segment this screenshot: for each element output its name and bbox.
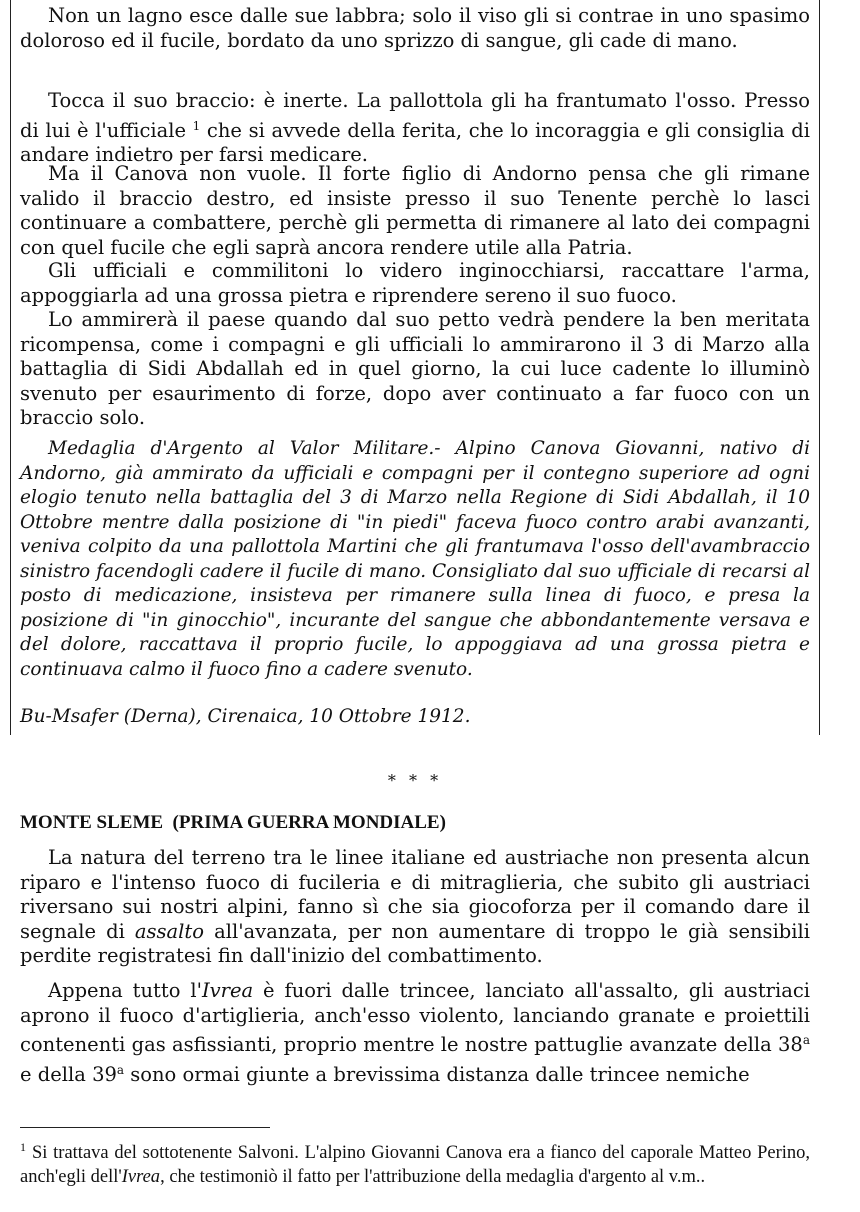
footnote-marker: 1 bbox=[20, 1140, 26, 1154]
citation-place-date: Bu-Msafer (Derna), Cirenaica, 10 Ottobre 1912. bbox=[20, 706, 471, 727]
medal-citation: Medaglia d'Argento al Valor Militare.- Alpino Canova Giovanni, nativo di Andorno, già ammirato da ufficiali e compagni per il contegno superiore ad ogni elogio tenuto nella battaglia del 3 di Marzo nella Regione di Sidi Abdallah, il 10 Ottobre mentre dalla posizione di "in piedi" faceva fuoco contro arabi avanzanti, veniva colpito da una pallottola Martini che gli frantumava l'osso dell'avambraccio sinistro facendogli cadere il fucile di mano. Consigliato dal suo ufficiale di recarsi al posto di medicazione, insisteva per rimanere sulla linea di fuoco, e presa la posizione di "in ginocchio", incurante del sangue che abbondantemente versava e del dolore, raccattava il proprio fucile, lo appoggiava ad una grossa pietra e continuava calmo il fuoco fino a cadere svenuto. bbox=[20, 438, 810, 680]
paragraph-terrain-text-a: La natura del terreno tra le linee italiane ed austriache non presenta alcun riparo e l'intenso fuoco di fucileria e di mitraglieria, che subito gli austriaci riversano sui nostri alpini, fanno sì che sia giocoforza per il comando dare il segnale di bbox=[20, 846, 810, 943]
footnote-text-a: Si trattava del sottotenente Salvoni. L'alpino Giovanni Canova era a fianco del caporale Matteo Perino, anch'egli dell' bbox=[20, 1143, 810, 1187]
footnote-divider bbox=[20, 1127, 270, 1128]
paragraph-kneeling: Gli ufficiali e commilitoni lo videro inginocchiarsi, raccattare l'arma, appoggiarla ad una grossa pietra e riprendere sereno il suo fuoco. bbox=[20, 259, 810, 307]
ordinal-38-suffix: a bbox=[802, 1033, 810, 1047]
footnote-text-b: , che testimoniò il fatto per l'attribuzione della medaglia d'argento al v.m.. bbox=[160, 1167, 706, 1187]
paragraph-terrain bbox=[20, 846, 810, 969]
paragraph-assault-text-c: e della bbox=[20, 1062, 93, 1086]
section-heading: MONTE SLEME (PRIMA GUERRA MONDIALE) bbox=[20, 812, 446, 833]
paragraph-arm-inert bbox=[20, 89, 810, 168]
paragraph-arm-inert-text-a: Tocca il suo braccio: è inerte. La pallottola gli ha frantumato l'osso. Presso di lui è l'ufficiale bbox=[20, 89, 810, 142]
footnote-emphasis: Ivrea bbox=[121, 1167, 161, 1187]
ordinal-38: 38 bbox=[778, 1033, 803, 1056]
paragraph-terrain-emphasis: assalto bbox=[134, 919, 204, 943]
paragraph-assault-text-a: Appena tutto l' bbox=[48, 979, 202, 1002]
paragraph-assault-text-d: sono ormai giunte a brevissima distanza dalle trincee nemiche bbox=[124, 1062, 750, 1086]
paragraph-assault-emphasis: Ivrea bbox=[201, 979, 254, 1002]
paragraph-assault bbox=[20, 979, 810, 1087]
ordinal-39: 39 bbox=[92, 1062, 117, 1086]
paragraph-terrain-text-b: all'avanzata, per non aumentare di troppo le già sensibili perdite registratesi fin dall'inizio del combattimento. bbox=[20, 919, 810, 967]
footnote bbox=[20, 1135, 810, 1189]
section-separator: * * * bbox=[387, 771, 443, 790]
paragraph-canova-refuses: Ma il Canova non vuole. Il forte figlio di Andorno pensa che gli rimane valido il braccio destro, ed insiste presso il suo Tenente perchè lo lasci continuare a combattere, perchè gli permetta di rimanere al lato dei compagni con quel fucile che egli saprà ancora rendere utile alla Patria. bbox=[20, 162, 810, 259]
paragraph-recognition: Lo ammirerà il paese quando dal suo petto vedrà pendere la ben meritata ricompensa, come i compagni e gli ufficiali lo ammirarono il 3 di Marzo alla battaglia di Sidi Abdallah ed in quel giorno, la cui luce cadente lo illuminò svenuto per esaurimento di forze, dopo aver continuato a far fuoco con un braccio solo. bbox=[20, 308, 810, 429]
paragraph-assault-text-b: è fuori dalle trincee, lanciato all'assalto, gli austriaci aprono il fuoco d'artiglieria, anch'esso violento, lanciando granate e proiettili contenenti gas asfissianti, proprio mentre le nostre pattuglie avanzate della bbox=[20, 979, 810, 1056]
footnote-reference[interactable]: 1 bbox=[192, 118, 201, 133]
ordinal-39-suffix: a bbox=[116, 1062, 125, 1077]
paragraph-wound: Non un lagno esce dalle sue labbra; solo il viso gli si contrae in uno spasimo doloroso ed il fucile, bordato da uno sprizzo di sangue, gli cade di mano. bbox=[20, 4, 810, 52]
paragraph-arm-inert-text-b: che si avvede della ferita, che lo incoraggia e gli consiglia di andare indietro per farsi medicare. bbox=[20, 118, 810, 166]
